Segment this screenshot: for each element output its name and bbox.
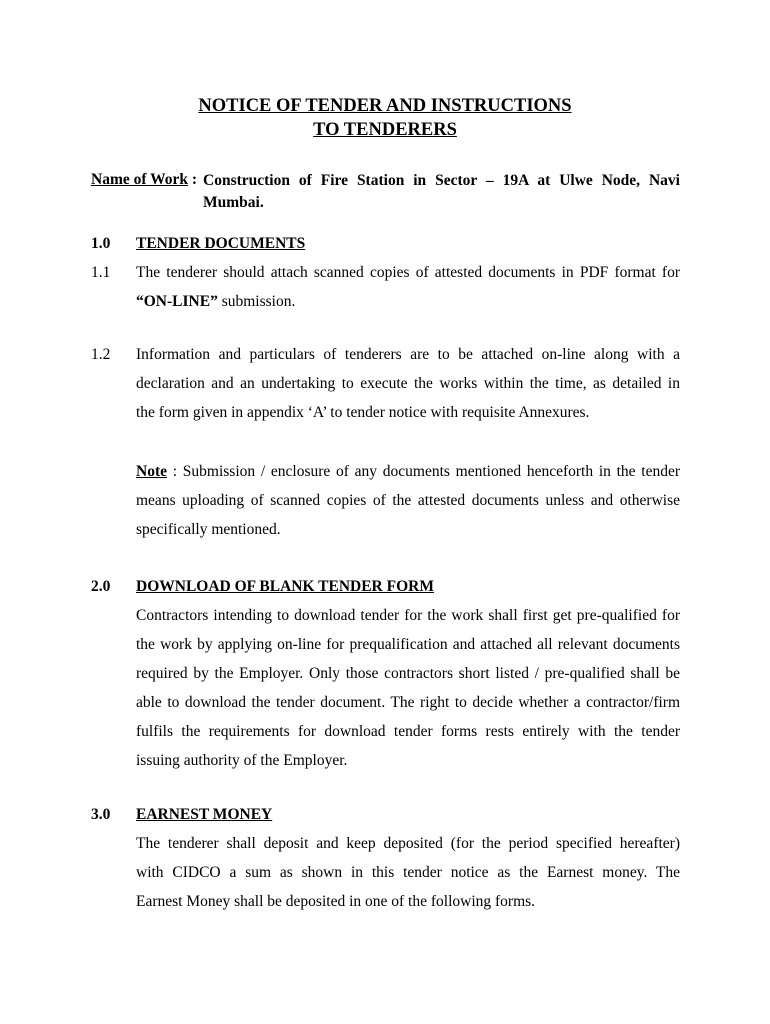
section-3-number: 3.0 — [91, 806, 111, 823]
note-text — [136, 457, 680, 544]
section-3-text — [136, 829, 680, 916]
online-emphasis: “ON-LINE” — [136, 293, 218, 310]
item-1-2-number: 1.2 — [91, 346, 111, 363]
section-2-line-3: required by the Employer. Only those contractors short listed / pre-qualified shall be — [136, 665, 680, 682]
note-line-1 — [136, 457, 680, 486]
item-1-1-line-2-rest: submission. — [217, 293, 296, 310]
name-of-work-value-line-1: Construction of Fire Station in Sector – 19A at Ulwe Node, Navi — [203, 172, 680, 189]
name-of-work-label — [91, 170, 197, 190]
section-2-heading: DOWNLOAD OF BLANK TENDER FORM — [136, 578, 434, 595]
note-line-1-rest: : Submission / enclosure of any documents mentioned henceforth in the tender — [167, 463, 680, 480]
section-2-line-1: Contractors intending to download tender for the work shall first get pre-qualified for — [136, 607, 680, 624]
title-line-2: TO TENDERERS — [313, 120, 457, 140]
section-2-text — [136, 601, 680, 775]
section-2-line-5: fulfils the requirements for download tender forms rests entirely with the tender — [136, 723, 680, 740]
name-of-work-colon: : — [191, 171, 198, 188]
note-label: Note — [136, 463, 167, 480]
item-1-2-line-2: declaration and an undertaking to execute the works within the time, as detailed in — [136, 375, 680, 392]
item-1-1-number: 1.1 — [91, 264, 111, 281]
section-2-number: 2.0 — [91, 578, 111, 595]
title-line-1: NOTICE OF TENDER AND INSTRUCTIONS — [198, 96, 572, 116]
section-2-line-2: the work by applying on-line for prequalification and attached all relevant documents — [136, 636, 680, 653]
section-2-line-6: issuing authority of the Employer. — [136, 752, 348, 769]
section-2-line-4: able to download the tender document. The right to decide whether a contractor/firm — [136, 694, 680, 711]
name-of-work-label-text: Name of Work — [91, 171, 189, 188]
note-line-2: means uploading of scanned copies of the attested documents unless and otherwise — [136, 492, 680, 509]
section-1-heading: TENDER DOCUMENTS — [136, 235, 306, 252]
section-3-line-1: The tenderer shall deposit and keep deposited (for the period specified hereafter) — [136, 835, 680, 852]
section-3-line-2: with CIDCO a sum as shown in this tender notice as the Earnest money. The — [136, 864, 680, 881]
name-of-work-value-line-2: Mumbai. — [203, 194, 264, 211]
item-1-2-line-3: the form given in appendix ‘A’ to tender notice with requisite Annexures. — [136, 404, 590, 421]
note-line-3: specifically mentioned. — [136, 521, 281, 538]
item-1-1-line-1: The tenderer should attach scanned copies of attested documents in PDF format for — [136, 264, 680, 281]
item-1-1-text — [136, 258, 680, 316]
section-3-heading: EARNEST MONEY — [136, 806, 273, 823]
item-1-2-line-1: Information and particulars of tenderers are to be attached on-line along with a — [136, 346, 680, 363]
item-1-1-line-2 — [136, 287, 680, 316]
item-1-2-text — [136, 340, 680, 427]
section-1-number: 1.0 — [91, 235, 111, 252]
section-3-line-3: Earnest Money shall be deposited in one of the following forms. — [136, 893, 536, 910]
